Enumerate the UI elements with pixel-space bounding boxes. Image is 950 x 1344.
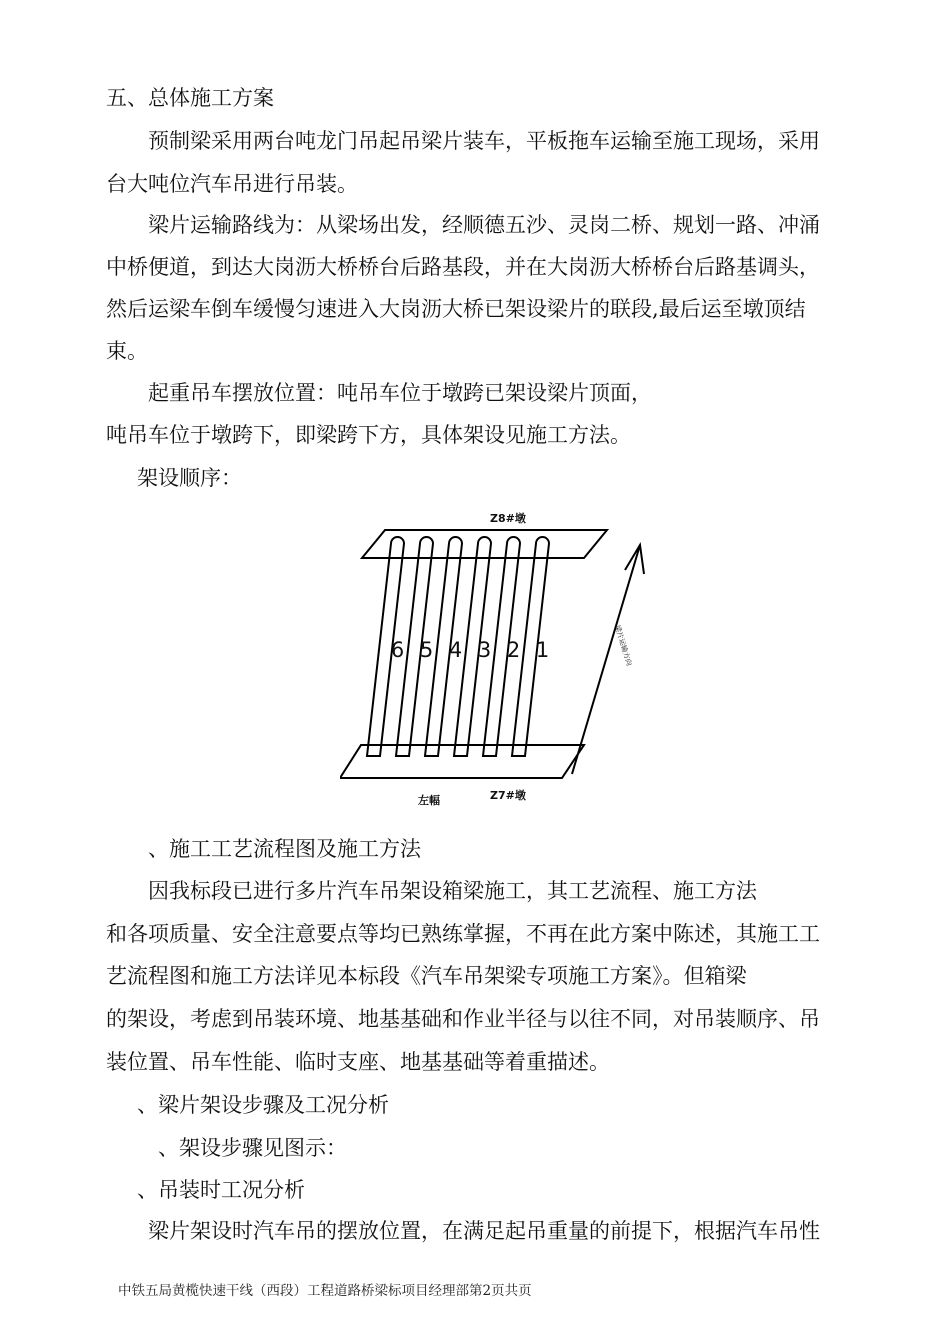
direction-arrow-head — [625, 545, 644, 574]
sub-heading-steps-figure: 、架设步骤见图示： — [158, 1136, 347, 1160]
para-5-line-1: 梁片架设时汽车吊的摆放位置，在满足起吊重量的前提下，根据汽车吊性 — [148, 1219, 820, 1243]
para-4-line-4: 的架设，考虑到吊装环境、地基基础和作业半径与以往不同，对吊装顺序、吊 — [106, 1007, 820, 1031]
para-2-line-3: 然后运梁车倒车缓慢匀速进入大岗沥大桥已架设梁片的联段,最后运至墩顶结 — [106, 297, 806, 321]
top-pier-label: Z8#墩 — [490, 512, 526, 525]
para-4-line-3: 艺流程图和施工方法详见本标段《汽车吊架梁专项施工方案》。但箱梁 — [106, 964, 747, 988]
erection-order-diagram — [340, 500, 670, 820]
beam-number-3: 3 — [477, 638, 492, 662]
beam-number-6: 6 — [390, 638, 405, 662]
bottom-pier-outline — [340, 745, 584, 778]
para-4-line-5: 装位置、吊车性能、临时支座、地基基础等着重描述。 — [106, 1050, 610, 1074]
beam-number-2: 2 — [506, 638, 521, 662]
section-heading-5: 五、总体施工方案 — [106, 86, 274, 110]
direction-arrow-label: 梁片运输方向 — [613, 624, 634, 667]
sub-heading-analysis: 、吊装时工况分析 — [137, 1178, 305, 1202]
left-side-label: 左幅 — [418, 794, 440, 807]
beam-number-4: 4 — [448, 638, 463, 662]
para-2-line-1: 梁片运输路线为：从梁场出发，经顺德五沙、灵岗二桥、规划一路、冲涌 — [148, 213, 820, 237]
top-pier-outline — [362, 530, 607, 558]
para-3-line-2: 吨吊车位于墩跨下，即梁跨下方，具体架设见施工方法。 — [106, 423, 631, 447]
beam-number-5: 5 — [419, 638, 434, 662]
para-2-line-2: 中桥便道，到达大岗沥大桥桥台后路基段，并在大岗沥大桥桥台后路基调头， — [106, 255, 820, 279]
para-3-line-1: 起重吊车摆放位置：吨吊车位于墩跨已架设梁片顶面， — [148, 381, 652, 405]
para-1-line-2: 台大吨位汽车吊进行吊装。 — [106, 172, 358, 196]
page-footer: 中铁五局黄榄快速干线（西段）工程道路桥梁标项目经理部第2页共页 — [118, 1283, 532, 1299]
section-heading-steps: 、梁片架设步骤及工况分析 — [137, 1093, 389, 1117]
para-4-line-2: 和各项质量、安全注意要点等均已熟练掌握，不再在此方案中陈述，其施工工 — [106, 922, 820, 946]
section-heading-process: 、施工工艺流程图及施工方法 — [148, 837, 421, 861]
para-4-line-1: 因我标段已进行多片汽车吊架设箱梁施工，其工艺流程、施工方法 — [148, 879, 757, 903]
bottom-pier-label: Z7#墩 — [490, 789, 526, 802]
erection-order-label: 架设顺序： — [137, 466, 242, 490]
para-1-line-1: 预制梁采用两台吨龙门吊起吊梁片装车，平板拖车运输至施工现场，采用 — [148, 129, 820, 153]
beam-number-1: 1 — [535, 638, 550, 662]
para-2-line-4: 束。 — [106, 339, 148, 363]
